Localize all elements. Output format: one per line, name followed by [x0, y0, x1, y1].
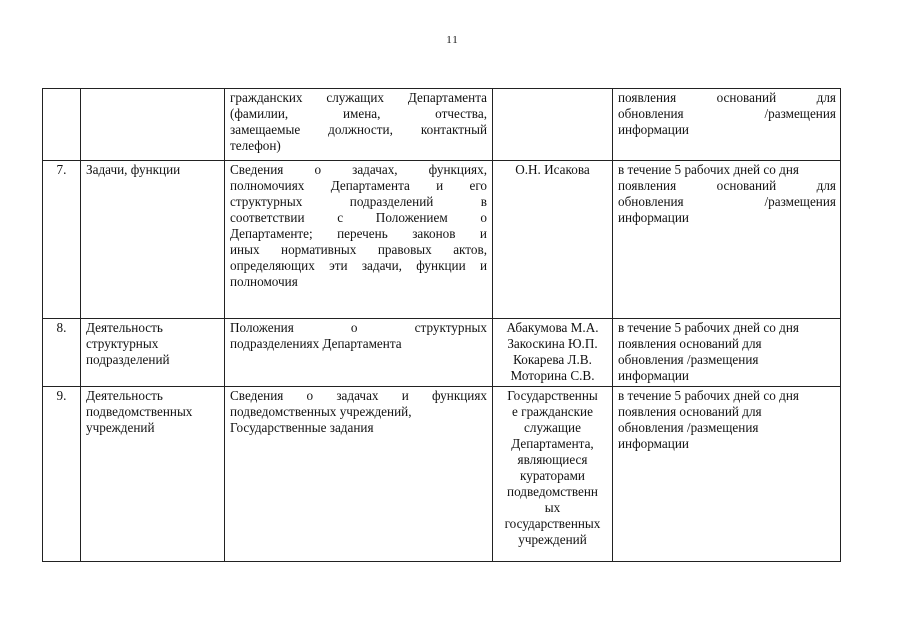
content-cell: гражданских служащих Департамента (фамилии, имена, отчества, замещаемые должности, контактный телефон): [225, 89, 493, 161]
section-cell: Задачи, функции: [81, 161, 225, 319]
table-row: [43, 319, 841, 387]
information-table: [42, 88, 841, 562]
content-cell: Сведения о задачах и функциях подведомственных учреждений, Государственные задания: [225, 387, 493, 562]
page-number: 11: [446, 34, 459, 46]
table-row: [43, 161, 841, 319]
section-cell: Деятельность структурных подразделений: [81, 319, 225, 387]
row-number-cell: [43, 89, 81, 161]
section-cell: Деятельность подведомственных учреждений: [81, 387, 225, 562]
section-cell: [81, 89, 225, 161]
row-number-cell: 7.: [43, 161, 81, 319]
deadline-cell: появления оснований для обновления /размещения информации: [613, 89, 841, 161]
row-number-cell: 8.: [43, 319, 81, 387]
content-cell: Сведения о задачах, функциях, полномочиях Департамента и его структурных подразделений в соответствии с Положением о Департаменте; перечень законов и иных нормативных правовых актов, определяющих эти задачи, функции и полномочия: [225, 161, 493, 319]
deadline-cell: в течение 5 рабочих дней со дня появления оснований для обновления /размещения информации: [613, 319, 841, 387]
content-cell: Положения о структурных подразделениях Департамента: [225, 319, 493, 387]
table-row: [43, 387, 841, 562]
row-number-cell: 9.: [43, 387, 81, 562]
table-row: [43, 89, 841, 161]
responsible-cell: Абакумова М.А. Закоскина Ю.П. Кокарева Л.В. Моторина С.В.: [493, 319, 613, 387]
deadline-cell: в течение 5 рабочих дней со дня появления оснований для обновления /размещения информации: [613, 161, 841, 319]
deadline-cell: в течение 5 рабочих дней со дня появления оснований для обновления /размещения информации: [613, 387, 841, 562]
responsible-cell: Государственны е гражданские служащие Департамента, являющиеся кураторами подведомственн ых государственных учреждений: [493, 387, 613, 562]
responsible-cell: О.Н. Исакова: [493, 161, 613, 319]
responsible-cell: [493, 89, 613, 161]
